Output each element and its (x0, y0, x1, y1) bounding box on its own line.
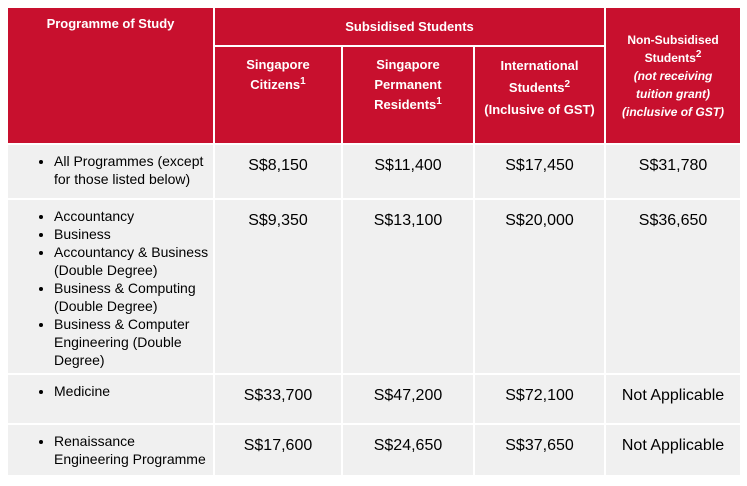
header-subsidised-students: Subsidised Students (214, 7, 605, 46)
fee-international-students: S$20,000 (474, 199, 605, 374)
fee-permanent-residents: S$47,200 (342, 374, 474, 424)
fee-international-students: S$72,100 (474, 374, 605, 424)
fee-singapore-citizens: S$8,150 (214, 144, 342, 199)
list-item: • Business & Computer Engineering (Double Degree) (54, 315, 213, 369)
table-row (7, 144, 741, 199)
programme-cell (7, 424, 214, 476)
list-item: • Business & Computing (Double Degree) (54, 279, 213, 315)
fee-permanent-residents: S$11,400 (342, 144, 474, 199)
header-singapore-permanent-residents: Singapore Permanent Residents$^1$ (342, 46, 474, 144)
tuition-fees-table (6, 6, 742, 477)
list-item: • Medicine (54, 382, 213, 400)
header-non-subsidised-students: Non-Subsidised Students$^2$ (not receiving tuition grant) (inclusive of GST) (605, 7, 741, 144)
header-programme-of-study: Programme of Study (7, 7, 214, 144)
fee-singapore-citizens: S$9,350 (214, 199, 342, 374)
list-item: • Business (54, 225, 213, 243)
table-row (7, 199, 741, 374)
fee-international-students: S$37,650 (474, 424, 605, 476)
programme-cell (7, 199, 214, 374)
fee-permanent-residents: S$13,100 (342, 199, 474, 374)
programme-cell (7, 374, 214, 424)
fee-international-students: S$17,450 (474, 144, 605, 199)
list-item: • Accountancy & Business (Double Degree) (54, 243, 213, 279)
fee-non-subsidised: Not Applicable (605, 424, 741, 476)
list-item: • Renaissance Engineering Programme (54, 432, 213, 468)
fee-singapore-citizens: S$17,600 (214, 424, 342, 476)
table-row (7, 374, 741, 424)
fee-non-subsidised: S$36,650 (605, 199, 741, 374)
fee-singapore-citizens: S$33,700 (214, 374, 342, 424)
fee-non-subsidised: Not Applicable (605, 374, 741, 424)
fee-non-subsidised: S$31,780 (605, 144, 741, 199)
list-item: • Accountancy (54, 207, 213, 225)
fee-permanent-residents: S$24,650 (342, 424, 474, 476)
list-item: • All Programmes (except for those listed below) (54, 152, 213, 188)
table-row (7, 424, 741, 476)
header-international-students: International Students$^2$ (Inclusive of GST) (474, 46, 605, 144)
header-singapore-citizens: Singapore Citizens$^1$ (214, 46, 342, 144)
programme-cell (7, 144, 214, 199)
